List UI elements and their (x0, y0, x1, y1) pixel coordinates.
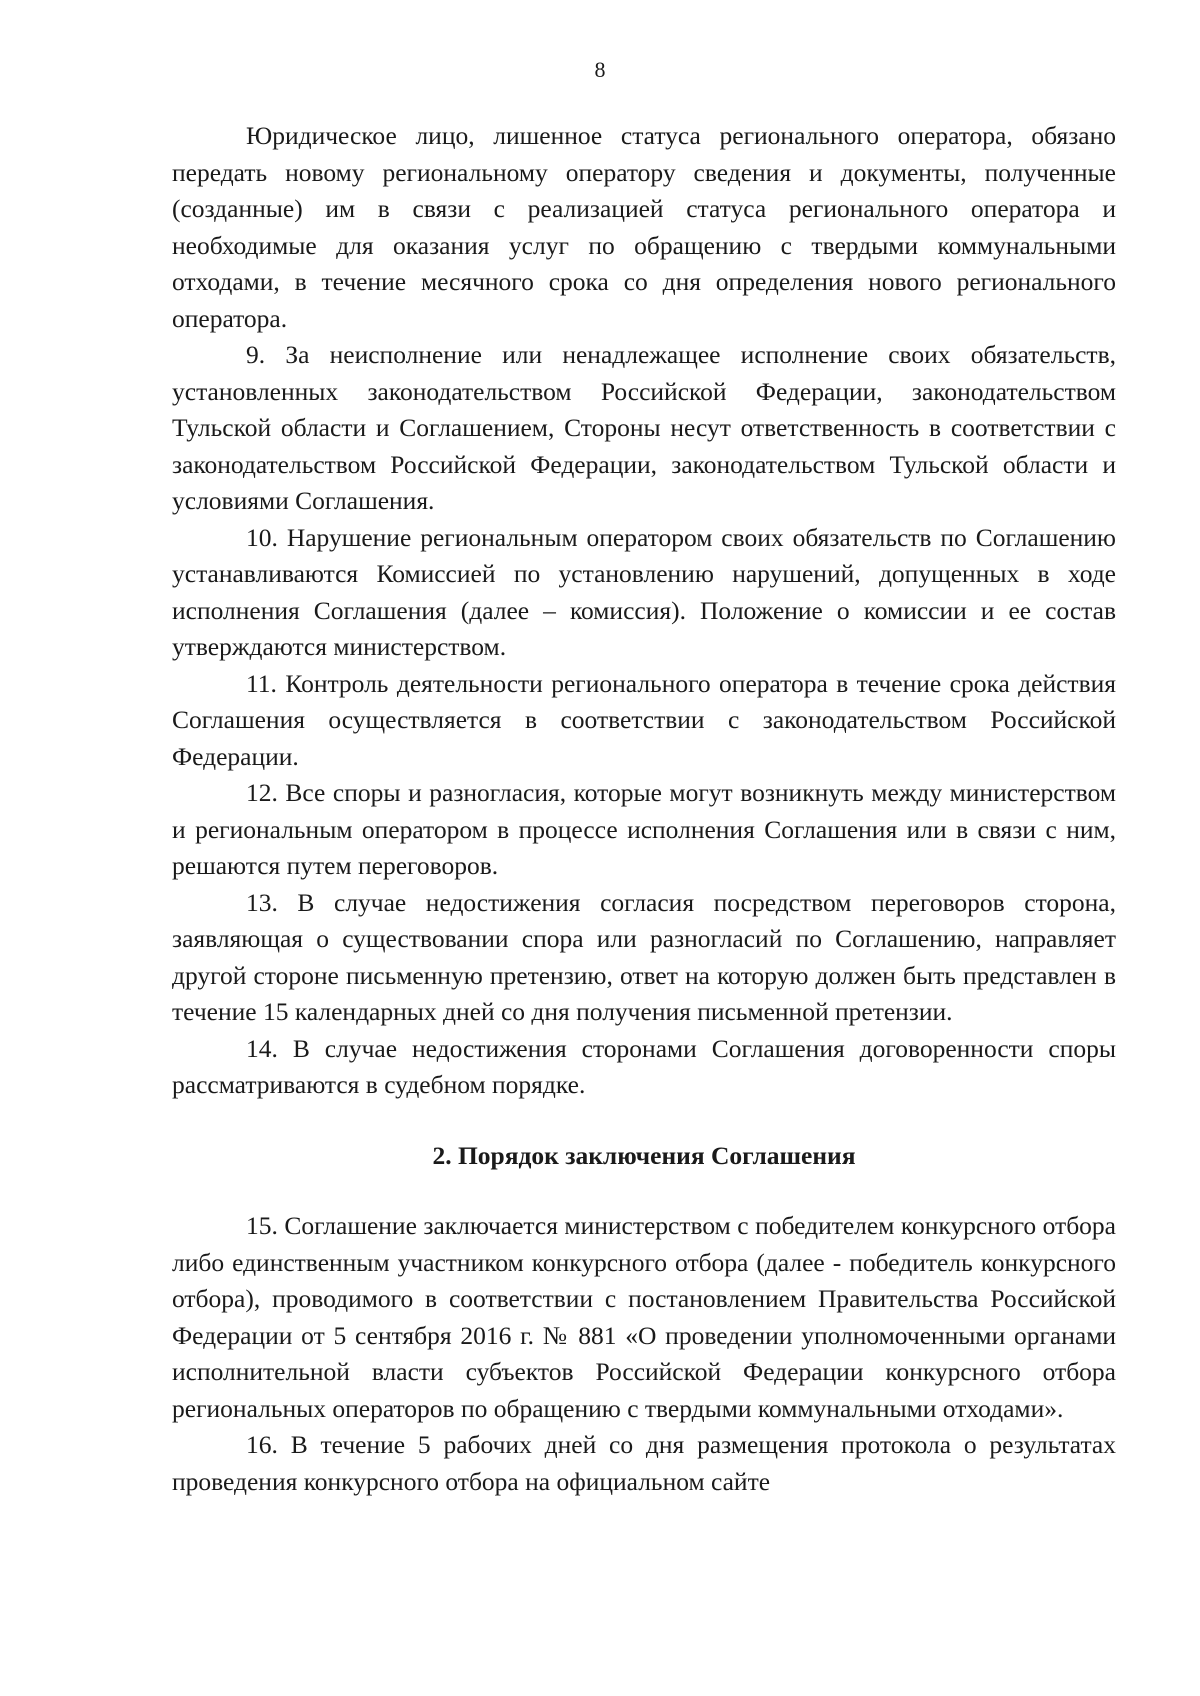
page-number: 8 (594, 57, 606, 82)
document-body (172, 118, 1116, 1500)
paragraph-14-court: 14. В случае недостижения сторонами Соглашения договоренности споры рассматриваются в судебном порядке. (172, 1033, 1116, 1099)
paragraph-13-claims: 13. В случае недостижения согласия посредством переговоров сторона, заявляющая о существовании спора или разногласий по Соглашению, направляет другой стороне письменную претензию, ответ на которую должен быть представлен в течение 15 календарных дней со дня получения письменной претензии. (172, 887, 1116, 1026)
paragraph-11-control: 11. Контроль деятельности регионального оператора в течение срока действия Соглашения осуществляется в соответствии с законодательством Российской Федерации. (172, 668, 1116, 771)
paragraph-16-protocol: 16. В течение 5 рабочих дней со дня размещения протокола о результатах проведения конкурсного отбора на официальном сайте (172, 1430, 1116, 1496)
paragraph-legal-entity-transfer: Юридическое лицо, лишенное статуса регионального оператора, обязано передать новому региональному оператору сведения и документы, полученные (созданные) им в связи с реализацией статуса регионального оператора и необходимые для оказания услуг по обращению с твердыми коммунальными отходами, в течение месячного срока со дня определения нового регионального оператора. (172, 121, 1116, 333)
paragraph-9-liability: 9. За неисполнение или ненадлежащее исполнение своих обязательств, установленных законодательством Российской Федерации, законодательством Тульской области и Соглашением, Стороны несут ответственность в соответствии с законодательством Российской Федерации, законодательством Тульской области и условиями Соглашения. (172, 340, 1116, 515)
section-heading: 2. Порядок заключения Соглашения (432, 1140, 856, 1170)
paragraph-12-disputes: 12. Все споры и разногласия, которые могут возникнуть между министерством и региональным оператором в процессе исполнения Соглашения или в связи с ним, решаются путем переговоров. (172, 778, 1116, 880)
paragraph-10-violations: 10. Нарушение региональным оператором своих обязательств по Соглашению устанавливаются Комиссией по установлению нарушений, допущенных в ходе исполнения Соглашения (далее – комиссия). Положение о комиссии и ее состав утверждаются министерством. (172, 522, 1116, 661)
paragraph-15-conclusion: 15. Соглашение заключается министерством с победителем конкурсного отбора либо единственным участником конкурсного отбора (далее - победитель конкурсного отбора), проводимого в соответствии с постановлением Правительства Российской Федерации от 5 сентября 2016 г. № 881 «О проведении уполномоченными органами исполнительной власти субъектов Российской Федерации конкурсного отбора региональных операторов по обращению с твердыми коммунальными отходами». (172, 1211, 1116, 1423)
